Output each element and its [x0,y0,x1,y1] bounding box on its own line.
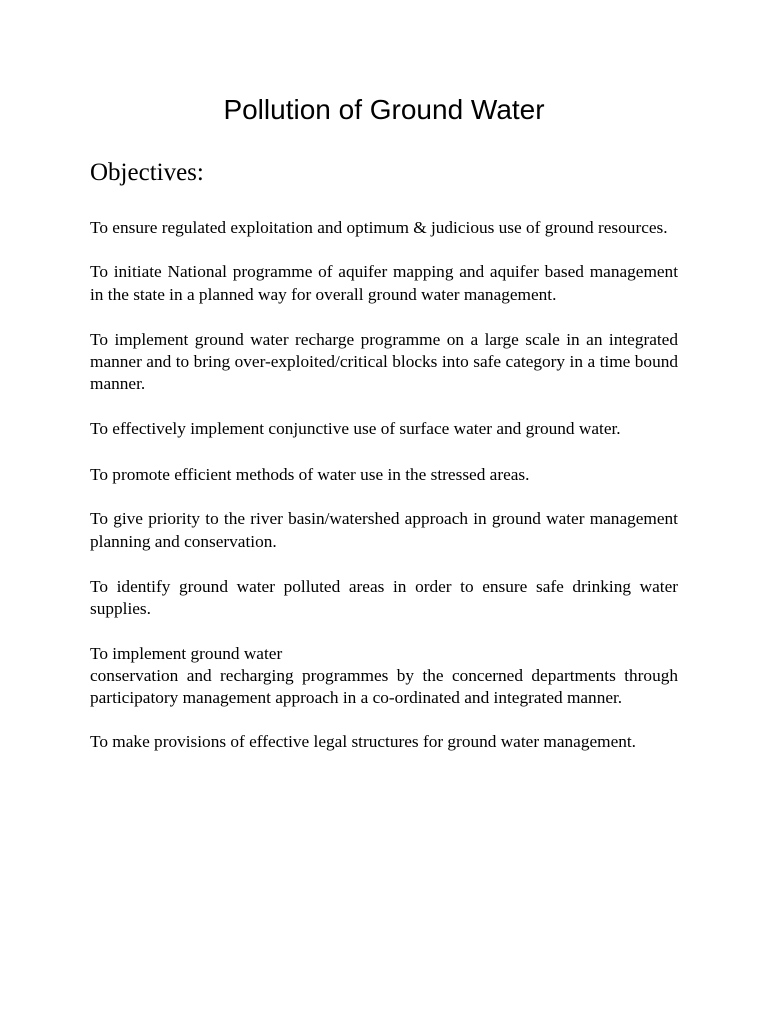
objective-paragraph: To ensure regulated exploitation and optimum & judicious use of ground resources. [90,218,668,237]
objectives-list [90,217,678,754]
objective-paragraph: To identify ground water polluted areas in order to ensure safe drinking water supplies. [90,576,678,619]
objective-paragraph: To implement ground water recharge programme on a large scale in an integrated manner and to bring over-exploited/critical blocks into safe category in a time bound manner. [90,329,678,394]
objective-paragraph: To implement ground water [90,643,283,663]
objective-paragraph: To initiate National programme of aquifer mapping and aquifer based management in the state in a planned way for overall ground water management. [90,262,678,304]
objective-paragraph: conservation and recharging programmes by the concerned departments through participatory management approach in a co-ordinated and integrated manner. [90,665,678,708]
objective-paragraph: To give priority to the river basin/watershed approach in ground water management planning and conservation. [90,509,678,551]
objectives-heading: Objectives: [90,159,204,186]
objective-paragraph: To effectively implement conjunctive use of surface water and ground water. [90,418,621,438]
objective-paragraph: To make provisions of effective legal structures for ground water management. [90,732,637,752]
objective-paragraph: To promote efficient methods of water use in the stressed areas. [90,465,530,485]
document-title: Pollution of Ground Water [223,94,545,125]
